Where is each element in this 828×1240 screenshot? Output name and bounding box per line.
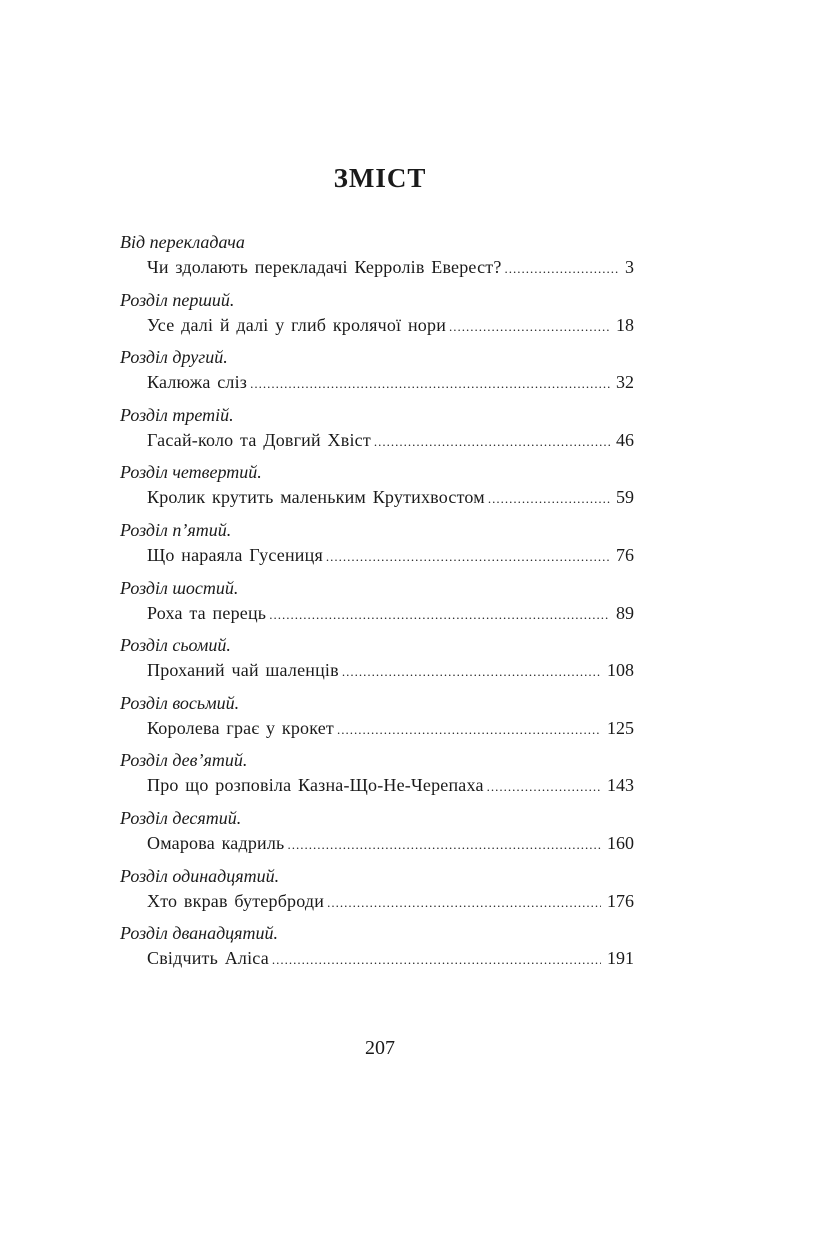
dot-leader — [287, 832, 601, 858]
chapter-line — [147, 484, 634, 512]
chapter-page-number: 143 — [607, 775, 634, 796]
dot-leader — [342, 659, 601, 685]
dot-leader — [505, 256, 619, 282]
chapter-heading: Розділ одинадцятий. — [120, 865, 280, 886]
chapter-page-number: 108 — [607, 660, 634, 681]
table-of-contents — [120, 230, 634, 979]
chapter-title: Що нараяла Гусениця — [147, 544, 323, 565]
chapter-title: Омарова кадриль — [147, 832, 285, 853]
dot-leader — [272, 947, 601, 973]
chapter-heading: Розділ четвертий. — [120, 462, 262, 483]
chapter-line — [147, 888, 634, 916]
chapter-line — [147, 369, 634, 397]
chapter-title: Королева грає у крокет — [147, 717, 334, 738]
toc-entry — [120, 748, 634, 806]
chapter-heading: Розділ дванадцятий. — [120, 923, 279, 944]
chapter-page-number: 46 — [616, 429, 634, 450]
chapter-line — [147, 657, 634, 685]
chapter-page-number: 89 — [616, 602, 634, 623]
toc-entry — [120, 633, 634, 691]
dot-leader — [327, 890, 601, 916]
chapter-heading: Розділ десятий. — [120, 807, 242, 828]
chapter-line — [147, 312, 634, 340]
toc-entry — [120, 345, 634, 403]
dot-leader — [487, 774, 601, 800]
dot-leader — [337, 717, 601, 743]
chapter-heading: Розділ другий. — [120, 347, 228, 368]
chapter-heading: Розділ перший. — [120, 289, 235, 310]
chapter-title: Калюжа сліз — [147, 372, 248, 393]
chapter-page-number: 191 — [607, 948, 634, 969]
toc-entry — [120, 230, 634, 288]
toc-entry — [120, 921, 634, 979]
chapter-title: Про що розповіла Казна-Що-Не-Черепаха — [147, 775, 484, 796]
chapter-line — [147, 600, 634, 628]
dot-leader — [269, 602, 610, 628]
chapter-line — [147, 254, 634, 282]
chapter-title: Свідчить Аліса — [147, 948, 269, 969]
toc-entry — [120, 576, 634, 634]
chapter-page-number: 32 — [616, 372, 634, 393]
chapter-page-number: 18 — [616, 314, 634, 335]
chapter-line — [147, 427, 634, 455]
chapter-title: Проханий чай шаленців — [147, 660, 339, 681]
toc-entry — [120, 518, 634, 576]
chapter-heading: Розділ шостий. — [120, 577, 239, 598]
chapter-page-number: 76 — [616, 544, 634, 565]
chapter-title: Гасай-коло та Довгий Хвіст — [147, 429, 371, 450]
chapter-page-number: 59 — [616, 487, 634, 508]
chapter-heading: Розділ п’ятий. — [120, 519, 232, 540]
toc-entry — [120, 460, 634, 518]
dot-leader — [374, 429, 610, 455]
page-title: ЗМІСТ — [333, 163, 427, 193]
chapter-heading: Від перекладача — [120, 232, 245, 252]
chapter-page-number: 176 — [607, 890, 634, 911]
chapter-heading: Розділ восьмий. — [120, 692, 240, 713]
toc-entry — [120, 288, 634, 346]
chapter-line — [147, 715, 634, 743]
chapter-title: Хто вкрав бутерброди — [147, 890, 325, 911]
page-number: 207 — [365, 1037, 395, 1059]
chapter-line — [147, 830, 634, 858]
chapter-line — [147, 772, 634, 800]
toc-entry — [120, 691, 634, 749]
chapter-title: Роха та перець — [147, 602, 267, 623]
chapter-title: Усе далі й далі у глиб кролячої нори — [147, 314, 447, 335]
chapter-heading: Розділ дев’ятий. — [120, 750, 248, 771]
chapter-line — [147, 945, 634, 973]
chapter-page-number: 160 — [607, 832, 634, 853]
dot-leader — [250, 371, 610, 397]
chapter-title: Кролик крутить маленьким Крутихвостом — [147, 487, 485, 508]
dot-leader — [488, 486, 610, 512]
dot-leader — [449, 314, 610, 340]
chapter-heading: Розділ сьомий. — [120, 635, 231, 656]
chapter-page-number: 3 — [625, 257, 634, 277]
chapter-line — [147, 542, 634, 570]
toc-entry — [120, 403, 634, 461]
chapter-title: Чи здолають перекладачі Керролів Еверест? — [147, 257, 502, 277]
dot-leader — [326, 544, 610, 570]
toc-entry — [120, 806, 634, 864]
chapter-heading: Розділ третій. — [120, 404, 234, 425]
toc-entry — [120, 864, 634, 922]
chapter-page-number: 125 — [607, 717, 634, 738]
